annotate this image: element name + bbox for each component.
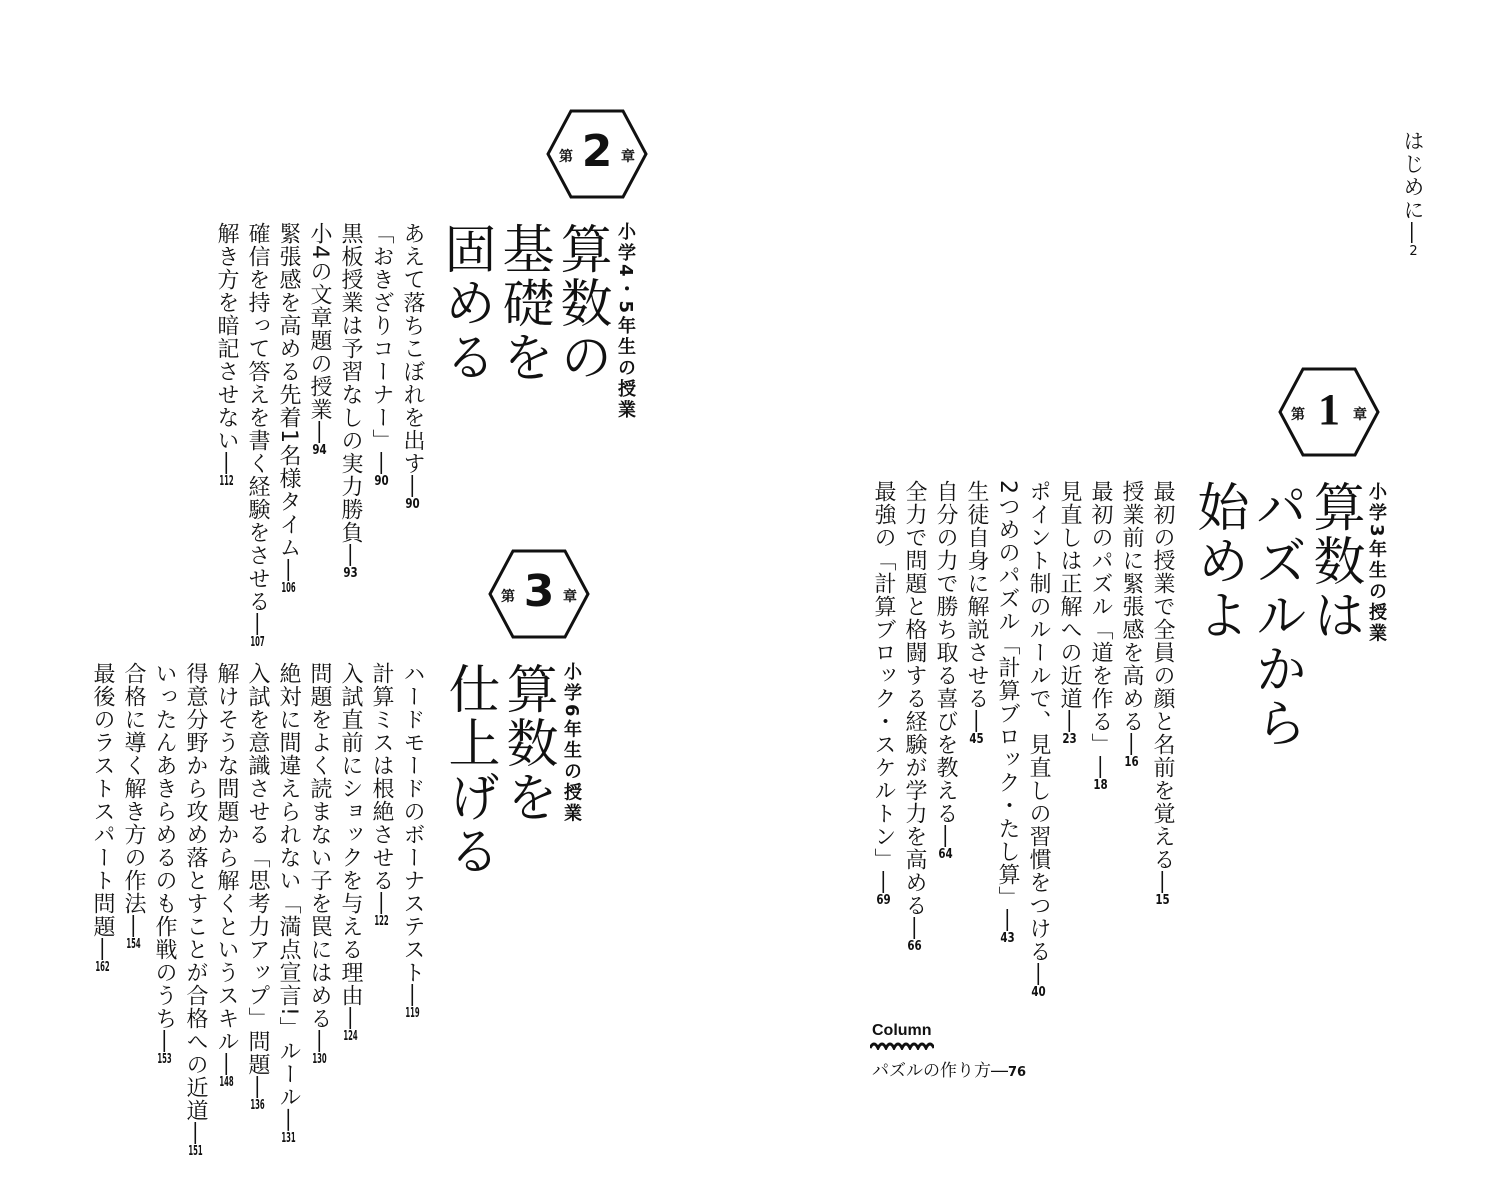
chapter-1-title: [1188, 480, 1364, 750]
toc-item[interactable]: [367, 662, 395, 928]
toc-item-page: 151: [188, 1145, 203, 1158]
chapter-2-title-line-1: 算数の: [551, 222, 611, 384]
chapter-2-suffix: 章: [621, 149, 635, 165]
chapter-3-suffix: 章: [563, 589, 577, 605]
toc-item-page: 23: [1062, 733, 1077, 746]
toc-item[interactable]: [931, 480, 959, 861]
chapter-3-toc-list: [84, 662, 430, 1158]
toc-item-page: 148: [219, 1076, 234, 1089]
chapter-1-title-line-3: 始めよ: [1188, 480, 1248, 642]
toc-item-page: 119: [405, 1007, 420, 1020]
toc-item[interactable]: [1055, 480, 1083, 746]
toc-item[interactable]: [962, 480, 990, 746]
toc-item-text: 最初のパズル「道を作る」―: [1088, 480, 1113, 779]
toc-item-page: 64: [938, 848, 953, 861]
toc-item[interactable]: [243, 662, 271, 1112]
column-entry-page: 76: [1008, 1065, 1027, 1080]
toc-item-page: 94: [312, 444, 327, 457]
chapter-3-title: [439, 662, 557, 878]
toc-item-page: 153: [157, 1053, 172, 1066]
chapter-3-prefix: 第: [501, 589, 515, 605]
chapter-2-title-line-3: 固める: [435, 222, 495, 384]
toc-item-page: 107: [250, 636, 265, 649]
toc-item-text: 緊張感を高める先着1名様タイム―: [276, 222, 301, 582]
chapter-1-number: 1: [1318, 385, 1340, 434]
chapter-2-title: [435, 222, 611, 384]
toc-item-text: いったんあきらめるのも作戦のうち―: [152, 662, 177, 1053]
chapter-1-subtitle: 小学3年生の授業: [1366, 482, 1387, 645]
toc-item-text: 最初の授業で全員の顔と名前を覚える―: [1150, 480, 1175, 894]
toc-item[interactable]: [150, 662, 178, 1066]
chapter-1-suffix: 章: [1353, 407, 1367, 423]
toc-item-page: 43: [1000, 932, 1015, 945]
toc-item-page: 106: [281, 582, 296, 595]
chapter-3-number: 3: [523, 566, 555, 617]
toc-item-page: 40: [1031, 986, 1046, 999]
toc-item[interactable]: [900, 480, 928, 953]
chapter-2-title-line-2: 基礎を: [493, 222, 553, 384]
toc-item-text: 絶対に間違えられない「満点宣言!」ルール―: [276, 662, 301, 1132]
toc-item[interactable]: [212, 222, 240, 488]
toc-item-page: 66: [907, 940, 922, 953]
chapter-1-badge: [1277, 366, 1381, 458]
toc-item[interactable]: [398, 222, 426, 511]
toc-item-text: 入試直前にショックを与える理由―: [338, 662, 363, 1030]
chapter-2-toc-list: [208, 222, 432, 649]
toc-item[interactable]: [336, 662, 364, 1043]
toc-item[interactable]: [336, 222, 364, 580]
chapter-1-title-line-2: パズルから: [1246, 480, 1306, 750]
column-entry[interactable]: [872, 1056, 1026, 1081]
toc-item-text: 計算ミスは根絶させる―: [369, 662, 394, 915]
column-label: Column: [872, 1022, 932, 1039]
chapter-1-title-line-1: 算数は: [1304, 480, 1364, 642]
toc-item-text: 「おきざりコーナー」―: [369, 222, 394, 475]
chapter-3-badge: [487, 548, 591, 640]
toc-item[interactable]: [181, 662, 209, 1158]
toc-item-text: ポイント制のルールで、見直しの習慣をつける―: [1026, 480, 1051, 986]
toc-item[interactable]: [1117, 480, 1145, 769]
toc-item-page: 69: [876, 894, 891, 907]
chapter-2-subtitle: 小学4・5年生の授業: [615, 222, 636, 422]
toc-item-page: 90: [405, 498, 420, 511]
toc-item[interactable]: [1086, 480, 1114, 792]
toc-item-page: 16: [1124, 756, 1139, 769]
chapter-1-prefix: 第: [1291, 407, 1305, 423]
toc-item[interactable]: [1148, 480, 1176, 907]
toc-item[interactable]: [398, 662, 426, 1020]
column-entry-text: パズルの作り方―: [872, 1061, 1008, 1081]
toc-item[interactable]: [243, 222, 271, 649]
chapter-2-prefix: 第: [559, 149, 573, 165]
toc-item-text: 確信を持って答えを書く経験をさせる―: [245, 222, 270, 636]
toc-item[interactable]: [119, 662, 147, 951]
toc-item-text: 入試を意識させる「思考力アップ」問題―: [245, 662, 270, 1099]
toc-item[interactable]: [869, 480, 897, 907]
chapter-2-badge: [545, 108, 649, 200]
toc-item-page: 124: [343, 1030, 358, 1043]
toc-item[interactable]: [1024, 480, 1052, 999]
toc-item-page: 15: [1155, 894, 1170, 907]
toc-item-page: 122: [374, 915, 389, 928]
toc-item[interactable]: [367, 222, 395, 488]
toc-item-text: あえて落ちこぼれを出す―: [400, 222, 425, 498]
toc-item-text: 解けそうな問題から解くというスキル―: [214, 662, 239, 1076]
toc-item-page: 18: [1093, 779, 1108, 792]
chapter-2-number: 2: [581, 126, 613, 177]
toc-item-text: 見直しは正解への近道―: [1057, 480, 1082, 733]
toc-item-page: 112: [219, 475, 234, 488]
toc-item[interactable]: [274, 222, 302, 595]
toc-item[interactable]: [274, 662, 302, 1145]
toc-item[interactable]: [993, 480, 1021, 945]
chapter-3-title-line-2: 仕上げる: [439, 662, 499, 878]
toc-item[interactable]: [212, 662, 240, 1089]
toc-item-text: 自分の力で勝ち取る喜びを教える―: [933, 480, 958, 848]
toc-item-page: 131: [281, 1131, 296, 1145]
toc-item-text: 得意分野から攻め落とすことが合格への近道―: [183, 662, 208, 1145]
toc-item-text: 黒板授業は予習なしの実力勝負―: [338, 222, 363, 567]
toc-item-text: 2つめのパズル「計算ブロック・たし算」―: [995, 480, 1020, 932]
toc-item-text: 解き方を暗記させない―: [214, 222, 239, 475]
toc-item-text: 最強の「計算ブロック・スケルトン」―: [871, 480, 896, 894]
toc-item-text: 合格に導く解き方の作法―: [121, 662, 146, 938]
intro-page-number: 2: [1409, 245, 1418, 258]
toc-item[interactable]: [305, 662, 333, 1066]
toc-item-page: 45: [969, 733, 984, 746]
toc-item-page: 162: [95, 961, 110, 974]
toc-item-page: 136: [250, 1099, 265, 1112]
toc-item-page: 130: [312, 1053, 327, 1066]
toc-item-text: 小4の文章題の授業―: [307, 222, 332, 444]
chapter-3-subtitle: 小学6年生の授業: [561, 662, 582, 825]
intro-entry[interactable]: [1398, 130, 1428, 258]
toc-item-text: 生徒自身に解説させる―: [964, 480, 989, 733]
toc-item-text: 最後のラストスパート問題―: [90, 662, 115, 961]
chapter-1-toc-list: [864, 480, 1175, 999]
intro-label: はじめに―: [1401, 130, 1425, 245]
chapter-3-title-line-1: 算数を: [497, 662, 557, 824]
toc-item[interactable]: [88, 662, 116, 974]
toc-item-page: 90: [374, 475, 389, 488]
toc-item-text: 授業前に緊張感を高める―: [1119, 480, 1144, 756]
toc-item-text: ハードモードのボーナステスト―: [400, 662, 425, 1007]
toc-item-page: 93: [343, 567, 358, 580]
toc-item[interactable]: [305, 222, 333, 457]
toc-item-text: 全力で問題と格闘する経験が学力を高める―: [902, 480, 927, 940]
wave-divider-icon: [870, 1040, 934, 1050]
toc-item-page: 154: [126, 938, 141, 951]
toc-item-text: 問題をよく読まない子を罠にはめる―: [307, 662, 332, 1053]
